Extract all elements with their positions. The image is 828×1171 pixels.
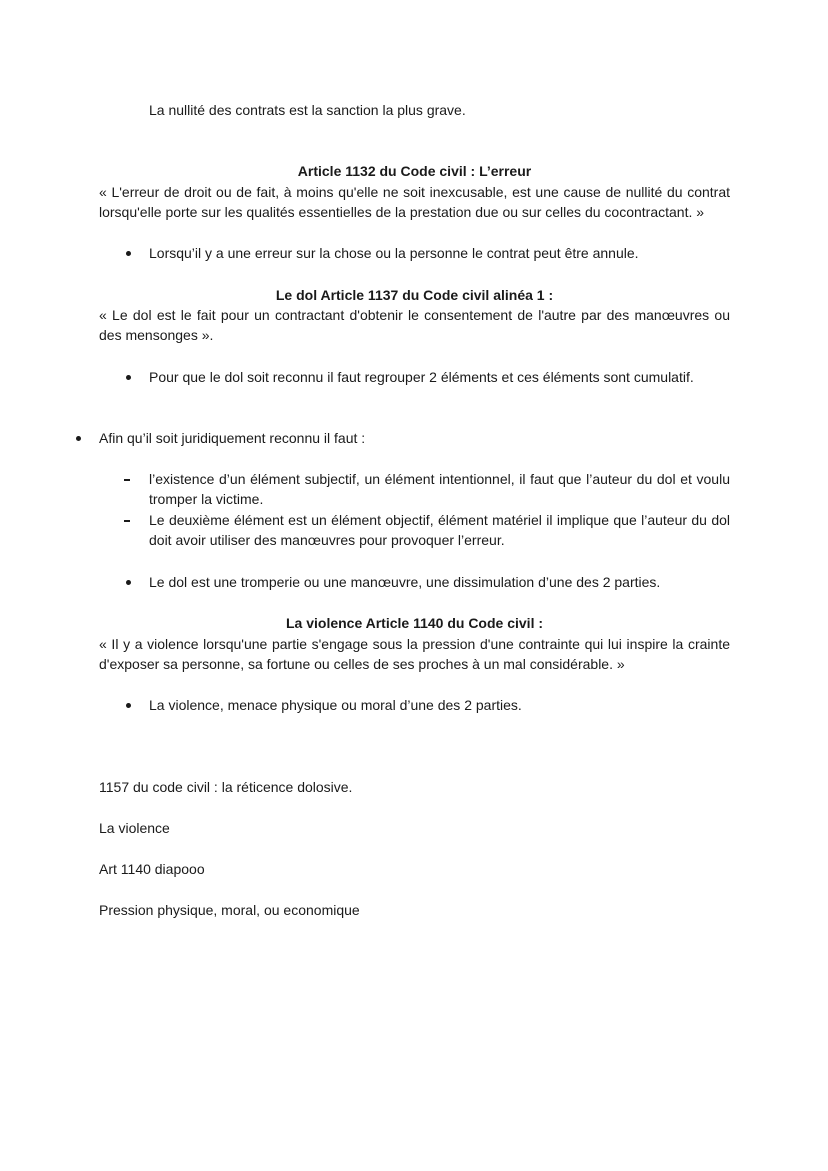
dash-item-objectif: Le deuxième élément est un élément objectif, élément matériel il implique que l’auteur du dol doit avoir utiliser des manœuvres pour provoquer l’erreur. bbox=[149, 512, 730, 548]
intro-text: La nullité des contrats est la sanction la plus grave. bbox=[149, 102, 466, 118]
bullet-dot-icon bbox=[126, 375, 131, 380]
bullet-dol-conditions: Afin qu’il soit juridiquement reconnu il faut : bbox=[99, 430, 366, 446]
quote-dol: « Le dol est le fait pour un contractant d'obtenir le consentement de l'autre par des manœuvres ou des mensonges ». bbox=[99, 307, 730, 343]
bullet-dol-tromperie: Le dol est une tromperie ou une manœuvre, une dissimulation d’une des 2 parties. bbox=[149, 574, 661, 590]
bullet-dol-elements: Pour que le dol soit reconnu il faut regrouper 2 éléments et ces éléments sont cumulatif. bbox=[149, 369, 694, 385]
dash-bullet-icon bbox=[124, 479, 130, 481]
dash-bullet-icon bbox=[124, 520, 130, 522]
heading-dol: Le dol Article 1137 du Code civil alinéa 1 : bbox=[275, 287, 554, 303]
bullet-violence: La violence, menace physique ou moral d’une des 2 parties. bbox=[149, 697, 522, 713]
dash-item-subjectif: l’existence d’un élément subjectif, un élément intentionnel, il faut que l’auteur du dol et voulu tromper la victime. bbox=[149, 471, 730, 507]
bullet-dot-icon bbox=[126, 251, 131, 256]
heading-erreur: Article 1132 du Code civil : L’erreur bbox=[297, 163, 532, 179]
note-pression: Pression physique, moral, ou economique bbox=[99, 902, 360, 918]
bullet-dot-icon bbox=[126, 580, 131, 585]
bullet-dot-icon bbox=[76, 436, 81, 441]
note-reticence: 1157 du code civil : la réticence dolosive. bbox=[99, 779, 353, 795]
note-violence: La violence bbox=[99, 820, 170, 836]
quote-erreur: « L'erreur de droit ou de fait, à moins qu'elle ne soit inexcusable, est une cause de nullité du contrat lorsqu'elle porte sur les qualités essentielles de la prestation due ou sur celles du cocontractant. » bbox=[99, 184, 730, 220]
quote-violence: « Il y a violence lorsqu'une partie s'engage sous la pression d'une contrainte qui lui inspire la crainte d'exposer sa personne, sa fortune ou celles de ses proches à un mal considérable. » bbox=[99, 636, 730, 672]
note-art-1140: Art 1140 diapooo bbox=[99, 861, 205, 877]
bullet-dot-icon bbox=[126, 703, 131, 708]
bullet-erreur: Lorsqu’il y a une erreur sur la chose ou la personne le contrat peut être annule. bbox=[149, 245, 639, 261]
heading-violence: La violence Article 1140 du Code civil : bbox=[285, 615, 544, 631]
